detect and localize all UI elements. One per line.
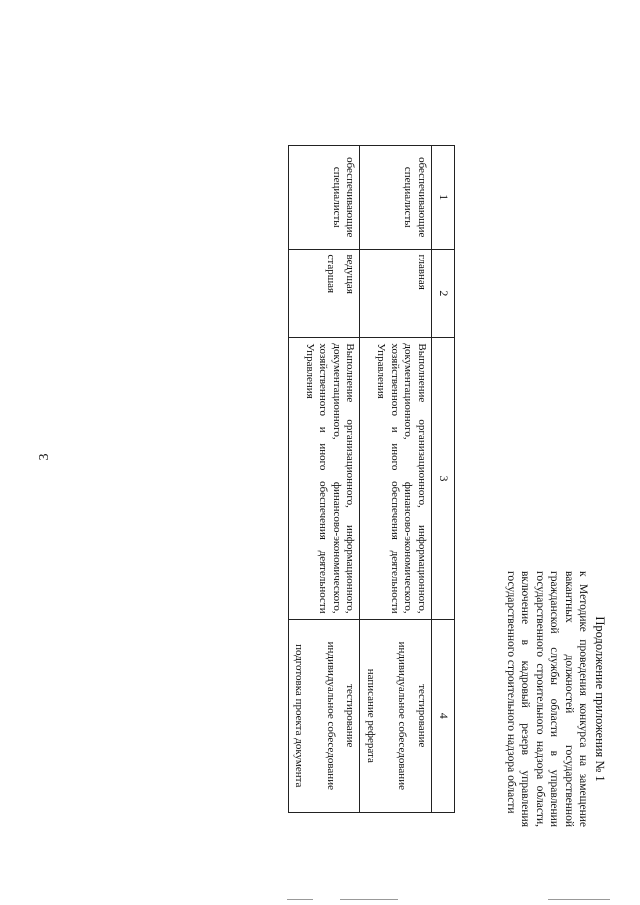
column-header-4: 4 [432,619,455,812]
column-header-1: 1 [432,146,455,250]
appendix-title: Продолжение приложения № 1 [593,616,607,782]
table-row [360,146,432,813]
method-label: тестирование [416,684,428,748]
group-label: главная [416,254,428,290]
scan-artifact [548,899,610,900]
column-header-2: 2 [432,249,455,338]
methods-table [288,145,455,813]
functions-cell: Выполнение организационного, информационного, документационного, финансово-экономического, хозяйственного и иного обеспечения деятельности Управления [289,338,361,619]
scan-artifact [340,899,398,900]
appendix-description: к Методике проведения конкурса на замещение вакантных должностей государственной гражданской службы области в управлении государственного строительного надзора области, включение в кадровый резерв управления государственного строительного надзора области [505,571,590,827]
group-cell [289,249,361,338]
scan-artifact [287,899,313,900]
table-header-row [432,146,455,813]
method-label: индивидуальное собеседование [396,641,409,790]
column-header-3: 3 [432,338,455,619]
rotated-content [211,67,621,847]
method-label: подготовка проекта документа [293,644,306,788]
method-label: индивидуальное собеседование [325,641,337,790]
group-label: старшая [325,254,337,294]
table-row [289,146,361,813]
method-label: тестирование [344,684,357,748]
appendix-header [504,571,608,827]
page-number: 3 [37,453,52,461]
category-cell: обеспечивающие специалисты [360,146,432,250]
group-cell [360,249,432,338]
methods-cell [360,619,432,812]
category-cell: обеспечивающие специалисты [289,146,361,250]
group-label: ведущая [344,254,357,294]
methods-cell [289,619,361,812]
method-label: написание реферата [365,668,377,763]
functions-cell: Выполнение организационного, информационного, документационного, финансово-экономического, хозяйственного и иного обеспечения деятельности Управления [360,338,432,619]
